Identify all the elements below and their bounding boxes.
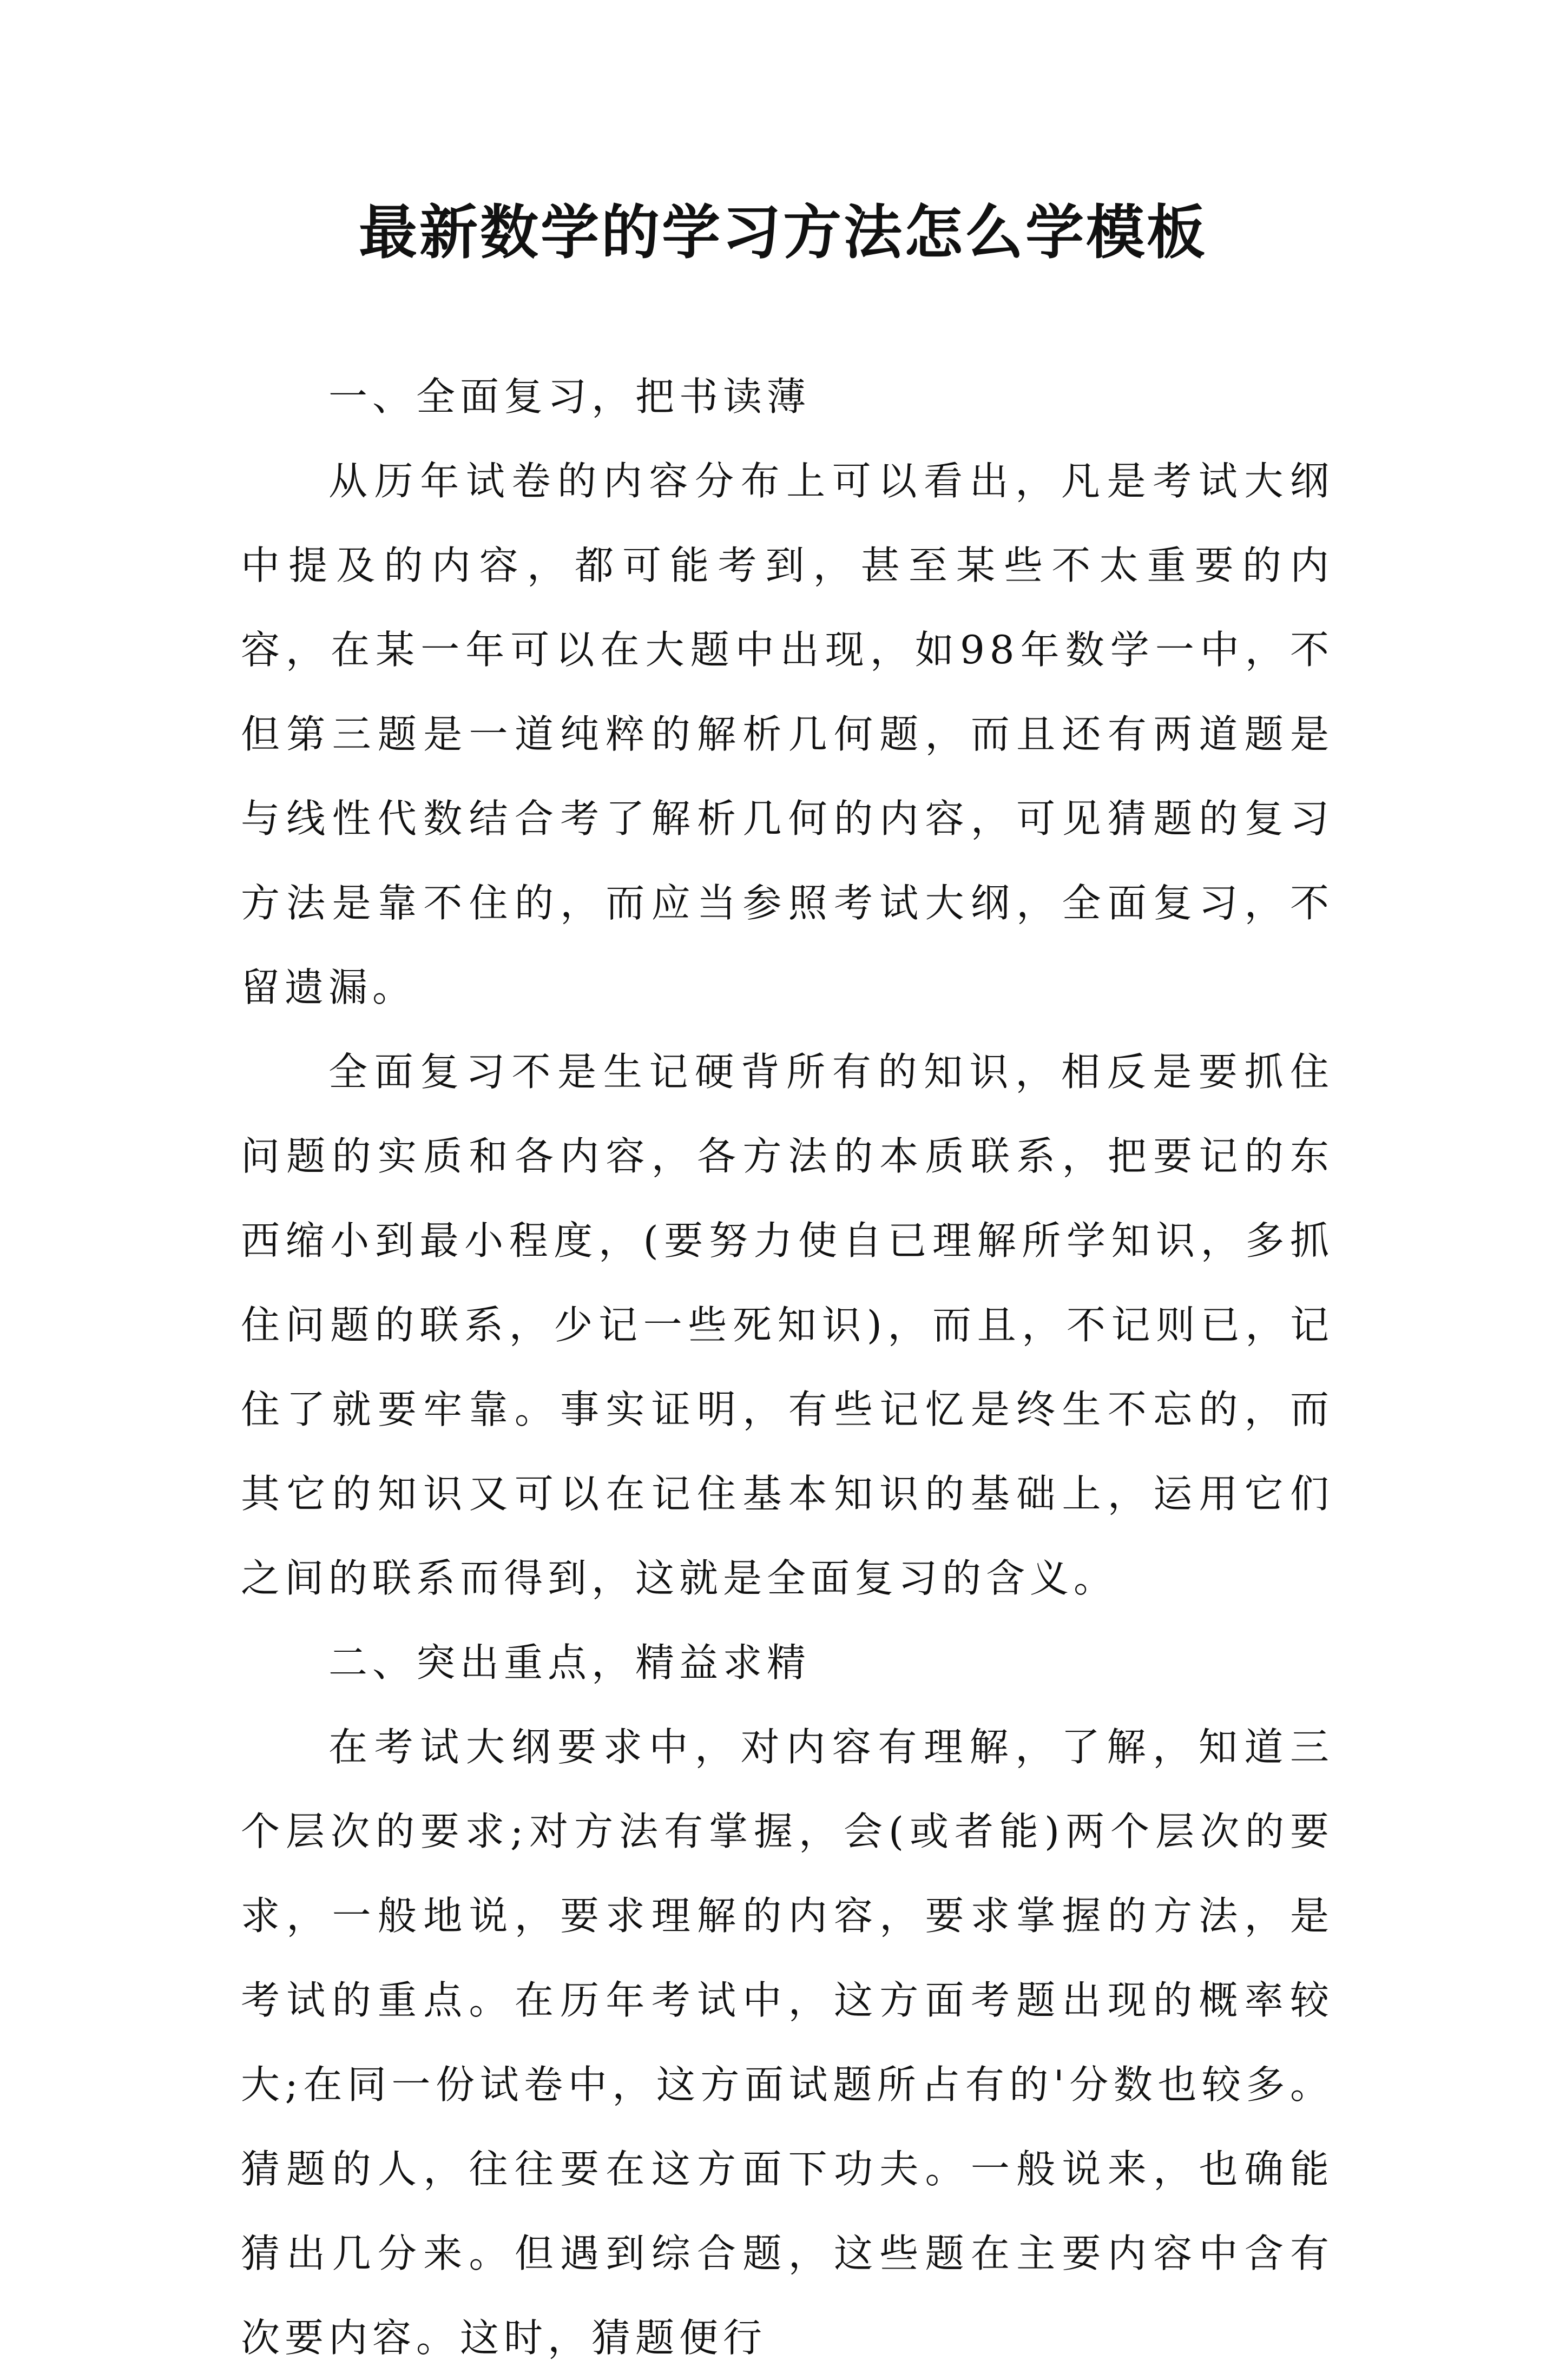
paragraph-3: 在考试大纲要求中，对内容有理解，了解，知道三个层次的要求;对方法有掌握，会(或者能)两个层次的要求，一般地说，要求理解的内容，要求掌握的方法，是考试的重点。在历年考试中，这方面考题出现的概率较大;在同一份试卷中，这方面试题所占有的'分数也较多。猜题的人，往往要在这方面下功夫。一般说来，也确能猜出几分来。但遇到综合题，这些题在主要内容中含有次要内容。这时，猜题便行: [241, 1724, 1334, 2361]
section-heading-2: 二、突出重点，精益求精: [328, 1640, 811, 1685]
paragraph-2: 全面复习不是生记硬背所有的知识，相反是要抓住问题的实质和各内容，各方法的本质联系，把要记的东西缩小到最小程度，(要努力使自已理解所学知识，多抓住问题的联系，少记一些死知识)，而且，不记则已，记住了就要牢靠。事实证明，有些记忆是终生不忘的，而其它的知识又可以在记住基本知识的基础上，运用它们之间的联系而得到，这就是全面复习的含义。: [241, 1049, 1334, 1601]
section-heading-1: 一、全面复习，把书读薄: [328, 374, 811, 419]
document-title: 最新数学的学习方法怎么学模板: [358, 199, 1207, 267]
paragraph-1: 从历年试卷的内容分布上可以看出，凡是考试大纲中提及的内容，都可能考到，甚至某些不太重要的内容，在某一年可以在大题中出现，如98年数学一中，不但第三题是一道纯粹的解析几何题，而且还有两道题是与线性代数结合考了解析几何的内容，可见猜题的复习方法是靠不住的，而应当参照考试大纲，全面复习，不留遗漏。: [241, 458, 1334, 1010]
document-body: [241, 354, 1334, 2380]
